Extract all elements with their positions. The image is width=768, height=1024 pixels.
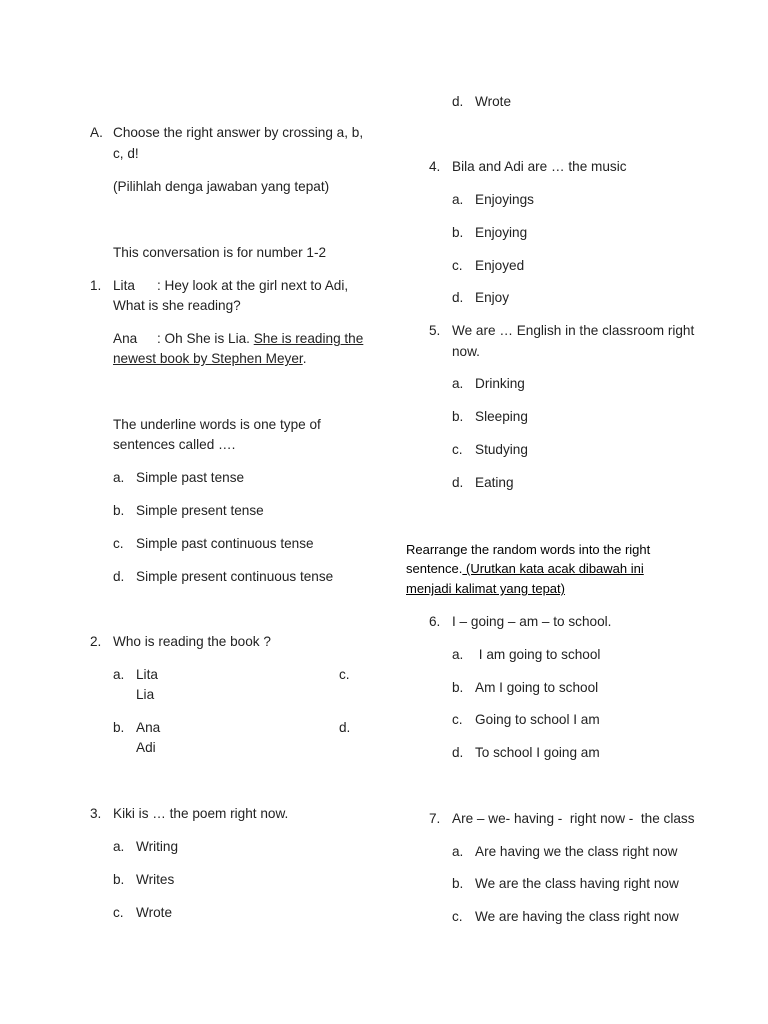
option-text[interactable]: Eating <box>475 475 514 490</box>
question-text: Are – we- having - right now - the class <box>452 811 695 826</box>
option-text[interactable]: Studying <box>475 442 528 457</box>
dialogue-text: : Oh She is Lia. <box>157 331 254 346</box>
option-letter[interactable]: a. <box>452 647 464 662</box>
section-a-translation: (Pilihlah denga jawaban yang tepat) <box>113 179 330 194</box>
option-letter[interactable]: a. <box>452 844 464 859</box>
section-b-instruction: Rearrange the random words into the right <box>406 542 651 557</box>
option-text[interactable]: Adi <box>136 740 156 755</box>
option-letter[interactable]: b. <box>113 503 125 518</box>
option-letter[interactable]: a. <box>113 839 125 854</box>
dialogue-line-cont: What is she reading? <box>113 298 241 313</box>
section-a-marker: A. <box>90 125 103 140</box>
question-text-cont: now. <box>452 344 480 359</box>
option-text[interactable]: Enjoyed <box>475 258 525 273</box>
option-letter[interactable]: a. <box>452 192 464 207</box>
option-text[interactable]: Enjoyings <box>475 192 534 207</box>
question-text: The underline words is one type of <box>113 417 321 432</box>
option-text[interactable]: Simple past tense <box>136 470 245 485</box>
section-a-instruction: Choose the right answer by crossing a, b, <box>113 125 364 140</box>
option-letter[interactable]: c. <box>339 667 350 682</box>
conversation-note: This conversation is for number 1-2 <box>113 245 327 260</box>
option-letter[interactable]: d. <box>452 475 464 490</box>
option-letter[interactable]: b. <box>452 680 464 695</box>
option-letter[interactable]: c. <box>452 258 463 273</box>
option-text[interactable]: Simple present tense <box>136 503 264 518</box>
option-letter[interactable]: d. <box>452 745 464 760</box>
option-text[interactable]: To school I going am <box>475 745 600 760</box>
option-text[interactable]: I am going to school <box>475 647 601 662</box>
underlined-sentence: She is reading the <box>253 331 364 346</box>
section-a-instruction-cont: c, d! <box>113 146 139 161</box>
option-text[interactable]: Writes <box>136 872 175 887</box>
option-letter[interactable]: b. <box>452 876 464 891</box>
option-letter[interactable]: a. <box>113 667 125 682</box>
option-letter[interactable]: a. <box>452 376 464 391</box>
option-text[interactable]: Enjoying <box>475 225 528 240</box>
dialogue-line-cont <box>113 349 306 369</box>
question-number: 5. <box>429 323 441 338</box>
option-text[interactable]: We are having the class right now <box>475 909 679 924</box>
question-text: Who is reading the book ? <box>113 634 271 649</box>
option-text[interactable]: Simple past continuous tense <box>136 536 314 551</box>
instruction-translation-cont: menjadi kalimat yang tepat) <box>406 581 565 596</box>
question-text: Bila and Adi are … the music <box>452 159 627 174</box>
question-text: We are … English in the classroom right <box>452 323 695 338</box>
sentence-end: . <box>302 351 307 366</box>
option-letter[interactable]: c. <box>113 536 124 551</box>
option-text[interactable]: Am I going to school <box>475 680 599 695</box>
option-text[interactable]: Wrote <box>475 94 512 109</box>
option-letter[interactable]: b. <box>452 409 464 424</box>
speaker-ana: Ana <box>113 331 138 346</box>
instruction-translation: (Urutkan kata acak dibawah ini <box>462 561 644 576</box>
option-letter[interactable]: c. <box>452 442 463 457</box>
option-letter[interactable]: d. <box>452 290 464 305</box>
option-text[interactable]: Lia <box>136 687 155 702</box>
question-number: 7. <box>429 811 441 826</box>
option-text[interactable]: Enjoy <box>475 290 510 305</box>
option-text[interactable]: We are the class having right now <box>475 876 679 891</box>
option-text[interactable]: Wrote <box>136 905 173 920</box>
section-b-instruction-cont <box>406 559 644 579</box>
instruction-text: sentence. <box>406 561 463 576</box>
option-letter[interactable]: b. <box>452 225 464 240</box>
option-text[interactable]: Writing <box>136 839 179 854</box>
underlined-sentence-cont: newest book by Stephen Meyer <box>113 351 303 366</box>
question-text: Kiki is … the poem right now. <box>113 806 289 821</box>
option-letter[interactable]: b. <box>113 720 125 735</box>
option-text[interactable]: Simple present continuous tense <box>136 569 334 584</box>
option-text[interactable]: Drinking <box>475 376 525 391</box>
dialogue-line <box>157 329 363 349</box>
option-letter[interactable]: c. <box>113 905 124 920</box>
question-number: 6. <box>429 614 441 629</box>
dialogue-line: : Hey look at the girl next to Adi, <box>157 278 349 293</box>
option-text[interactable]: Going to school I am <box>475 712 600 727</box>
question-number: 2. <box>90 634 102 649</box>
option-letter[interactable]: c. <box>452 712 463 727</box>
option-letter[interactable]: d. <box>113 569 125 584</box>
option-text[interactable]: Are having we the class right now <box>475 844 678 859</box>
question-number: 1. <box>90 278 102 293</box>
option-letter[interactable]: a. <box>113 470 125 485</box>
speaker-lita: Lita <box>113 278 135 293</box>
question-number: 3. <box>90 806 102 821</box>
option-text[interactable]: Lita <box>136 667 158 682</box>
option-letter[interactable]: d. <box>339 720 351 735</box>
option-letter[interactable]: d. <box>452 94 464 109</box>
option-text[interactable]: Sleeping <box>475 409 528 424</box>
question-number: 4. <box>429 159 441 174</box>
option-letter[interactable]: b. <box>113 872 125 887</box>
option-text[interactable]: Ana <box>136 720 161 735</box>
question-text-cont: sentences called …. <box>113 437 236 452</box>
question-text: I – going – am – to school. <box>452 614 612 629</box>
option-letter[interactable]: c. <box>452 909 463 924</box>
